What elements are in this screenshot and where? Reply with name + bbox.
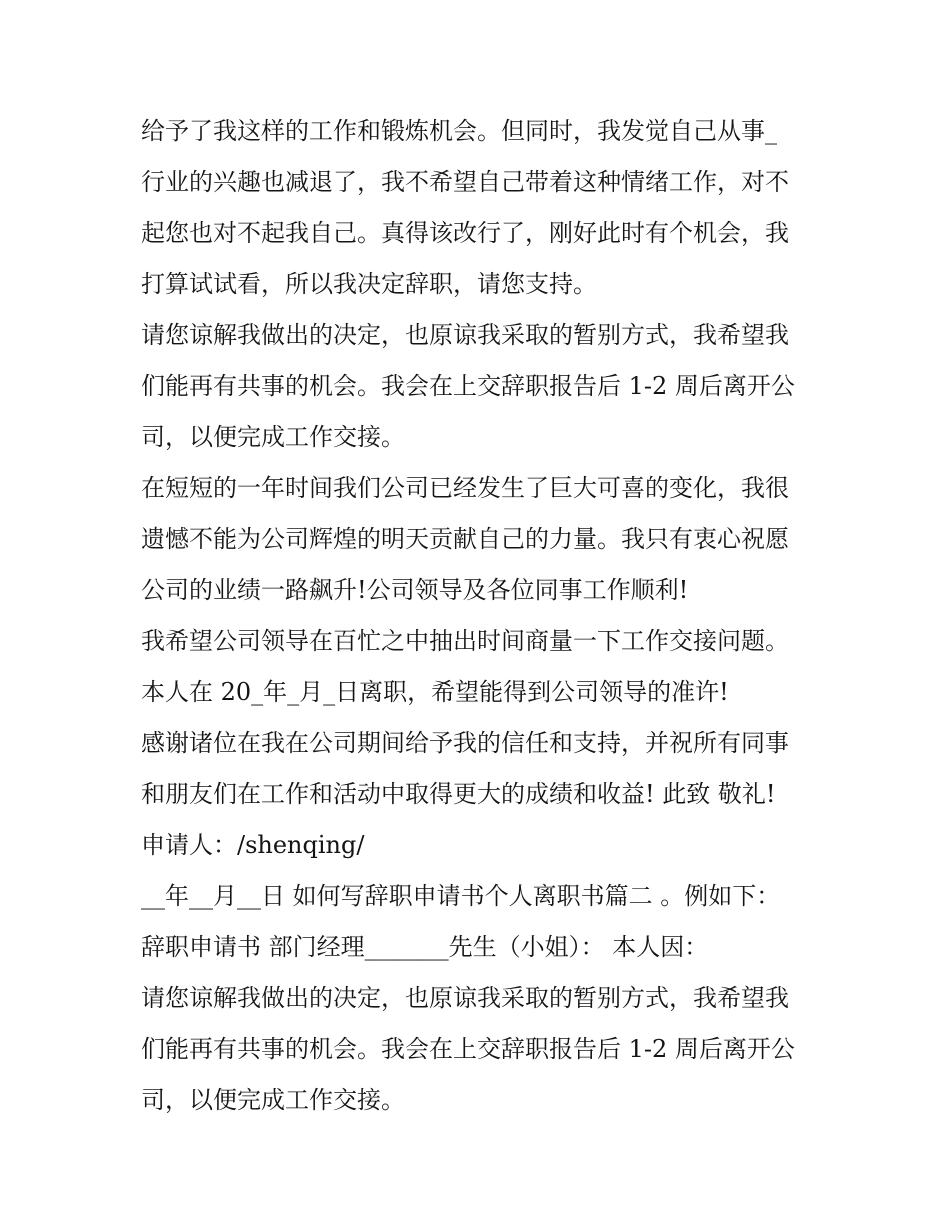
text-line-6: 们能再有共事的机会。我会在上交辞职报告后 1-2 周后离开公 xyxy=(141,372,795,400)
text-line-11: 我希望公司领导在百忙之中抽出时间商量一下工作交接问题。 xyxy=(141,627,789,655)
text-line-1: 给予了我这样的工作和锻炼机会。但同时，我发觉自己从事_ xyxy=(141,117,777,145)
text-line-4: 打算试试看，所以我决定辞职，请您支持。 xyxy=(141,270,597,298)
text-line-12: 本人在 20_年_月_日离职，希望能得到公司领导的准许! xyxy=(141,678,729,706)
text-line-9: 遗憾不能为公司辉煌的明天贡献自己的力量。我只有衷心祝愿 xyxy=(141,525,789,553)
text-line-13: 感谢诸位在我在公司期间给予我的信任和支持，并祝所有同事 xyxy=(141,729,789,757)
text-line-3: 起您也对不起我自己。真得该改行了，刚好此时有个机会，我 xyxy=(141,219,789,247)
text-line-2: 行业的兴趣也减退了，我不希望自己带着这种情绪工作，对不 xyxy=(141,168,789,196)
text-line-19: 们能再有共事的机会。我会在上交辞职报告后 1-2 周后离开公 xyxy=(141,1035,795,1063)
document-body xyxy=(141,106,821,1126)
text-line-15: 申请人：/shenqing/ xyxy=(141,831,365,859)
text-line-20: 司，以便完成工作交接。 xyxy=(141,1086,405,1114)
text-line-17: 辞职申请书 部门经理_______先生（小姐）： 本人因： xyxy=(141,933,709,961)
text-line-5: 请您谅解我做出的决定，也原谅我采取的暂别方式，我希望我 xyxy=(141,321,789,349)
text-line-8: 在短短的一年时间我们公司已经发生了巨大可喜的变化，我很 xyxy=(141,474,789,502)
text-line-7: 司，以便完成工作交接。 xyxy=(141,423,405,451)
text-line-14: 和朋友们在工作和活动中取得更大的成绩和收益! 此致 敬礼! xyxy=(141,780,776,808)
text-line-10: 公司的业绩一路飙升!公司领导及各位同事工作顺利! xyxy=(141,576,689,604)
text-line-18: 请您谅解我做出的决定，也原谅我采取的暂别方式，我希望我 xyxy=(141,984,789,1012)
text-line-16: __年__月__日 如何写辞职申请书个人离职书篇二 。例如下： xyxy=(141,882,781,910)
